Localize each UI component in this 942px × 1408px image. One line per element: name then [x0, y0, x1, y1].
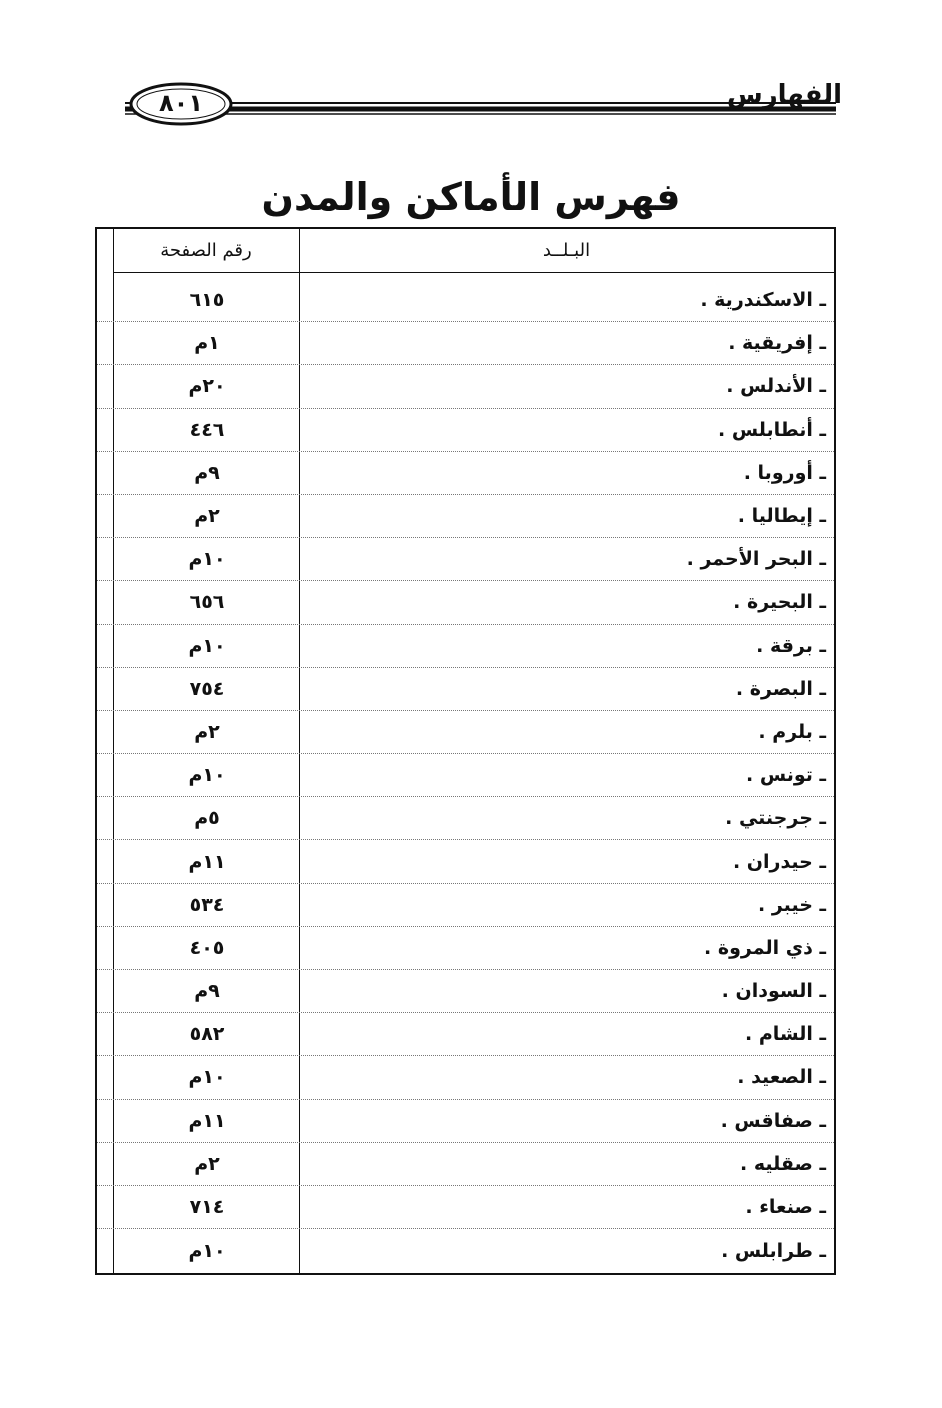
page-ref: ٩م	[194, 461, 220, 484]
page-ref: ٥٣٤	[189, 893, 225, 916]
page-ref: ١٠م	[188, 1066, 226, 1089]
index-table	[95, 227, 836, 1275]
page-ref: ٢٠م	[188, 375, 226, 398]
page-ref: ٦٥٦	[189, 591, 225, 614]
place-name: ـ طرابلس .	[721, 1239, 826, 1262]
place-name: ـ صفاقس .	[720, 1109, 826, 1132]
table-row	[97, 452, 834, 495]
page-ref: ٥م	[194, 807, 220, 830]
place-name: ـ بلرم .	[758, 720, 826, 743]
place-name: ـ البحيرة .	[733, 591, 826, 614]
table-row	[97, 1143, 834, 1186]
place-name: ـ صقليه .	[739, 1152, 826, 1175]
table-row	[97, 322, 834, 365]
place-name: ـ الاسكندرية .	[700, 289, 826, 312]
page-header	[0, 0, 942, 150]
page-ref: ٧١٤	[189, 1196, 225, 1219]
page-ref: ١٠م	[188, 764, 226, 787]
page-ref: ٥٨٢	[189, 1023, 225, 1046]
table-row	[97, 538, 834, 581]
place-name: ـ الأندلس .	[726, 375, 826, 398]
place-name: ـ أنطابلس .	[718, 418, 826, 441]
table-row	[97, 1056, 834, 1099]
header-rule-ornament	[0, 0, 942, 150]
place-name: ـ البصرة .	[735, 677, 826, 700]
table-row	[97, 970, 834, 1013]
page-ref: ٩م	[194, 980, 220, 1003]
table-row	[97, 884, 834, 927]
place-name: ـ حيدران .	[732, 850, 826, 873]
page-ref: ٤٠٥	[189, 936, 225, 959]
table-row	[97, 927, 834, 970]
table-row	[97, 279, 834, 322]
page-ref: ٧٥٤	[189, 677, 225, 700]
table-row	[97, 365, 834, 408]
page-ref: ٤٤٦	[189, 418, 225, 441]
page-ref: ٢م	[194, 505, 220, 528]
page-title: فهرس الأماكن والمدن	[261, 175, 681, 219]
page-number: ٨٠١	[159, 89, 203, 117]
place-name: ـ السودان .	[721, 980, 826, 1003]
page-ref: ١م	[194, 332, 220, 355]
place-name: ـ الصعيد .	[737, 1066, 826, 1089]
table-row	[97, 625, 834, 668]
table-row	[97, 1100, 834, 1143]
place-name: ـ ذي المروة .	[704, 936, 826, 959]
page-ref: ٦١٥	[189, 289, 225, 312]
table-row	[97, 495, 834, 538]
page-ref: ١٠م	[188, 548, 226, 571]
page-number-column-header: رقم الصفحة	[113, 229, 299, 273]
table-row	[97, 1186, 834, 1229]
place-column-header: البـلــد	[299, 229, 834, 273]
section-title: الفهارس	[726, 80, 842, 110]
table-row	[97, 1229, 834, 1272]
table-row	[97, 668, 834, 711]
page-ref: ١١م	[188, 1109, 226, 1132]
place-name: ـ جرجنتي .	[725, 807, 826, 830]
place-name: ـ البحر الأحمر .	[686, 548, 826, 571]
place-name: ـ صنعاء .	[745, 1196, 826, 1219]
page-ref: ١٠م	[188, 1239, 226, 1262]
place-name: ـ إفريقية .	[728, 332, 826, 355]
place-name: ـ أوروبا .	[743, 461, 826, 484]
page-ref: ١١م	[188, 850, 226, 873]
place-name: ـ خيبر .	[758, 893, 826, 916]
page-ref: ٢م	[194, 720, 220, 743]
table-row	[97, 1013, 834, 1056]
page-ref: ٢م	[194, 1152, 220, 1175]
page-ref: ١٠م	[188, 634, 226, 657]
place-name: ـ الشام .	[745, 1023, 826, 1046]
table-body	[97, 279, 834, 1272]
place-name: ـ إيطاليا .	[737, 505, 826, 528]
table-row	[97, 409, 834, 452]
place-name: ـ تونس .	[746, 764, 826, 787]
place-name: ـ برقة .	[756, 634, 826, 657]
table-row	[97, 581, 834, 624]
table-row	[97, 711, 834, 754]
table-row	[97, 840, 834, 883]
table-row	[97, 797, 834, 840]
table-row	[97, 754, 834, 797]
